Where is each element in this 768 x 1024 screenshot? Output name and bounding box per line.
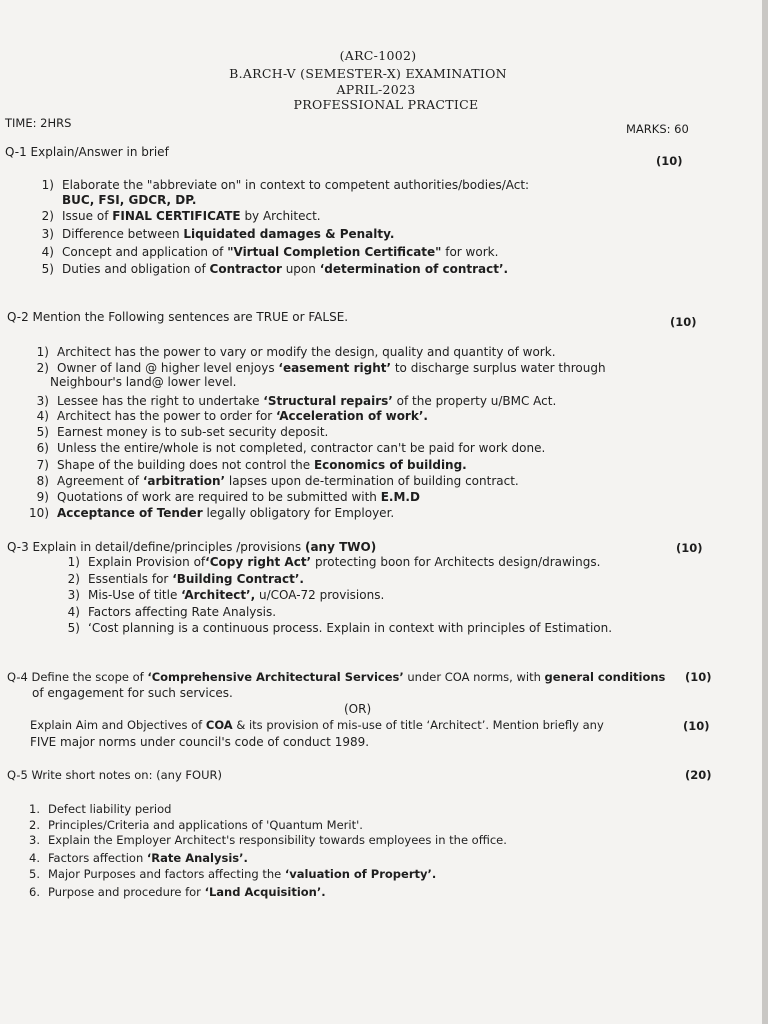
page-edge bbox=[762, 0, 768, 1024]
q4-alternative: Explain Aim and Objectives of COA & its provision of mis-use of title ‘Architect’. Mention briefly any bbox=[30, 718, 604, 732]
q1-item-cont: BUC, FSI, GDCR, DP. bbox=[62, 193, 197, 207]
q1-item: 5) Duties and obligation of Contractor upon ‘determination of contract’. bbox=[41, 262, 509, 276]
exam-title: B.ARCH-V (SEMESTER-X) EXAMINATION bbox=[229, 66, 507, 81]
q1-marks: (10) bbox=[656, 154, 683, 168]
q4-marks: (10) bbox=[685, 670, 712, 684]
q1-title: Q-1 Explain/Answer in brief bbox=[5, 145, 169, 159]
q5-item: 4. Factors affection ‘Rate Analysis’. bbox=[29, 851, 248, 865]
q4-alternative-cont: FIVE major norms under council's code of conduct 1989. bbox=[30, 735, 370, 749]
q4-or: (OR) bbox=[344, 702, 372, 716]
q1-item: 2) Issue of FINAL CERTIFICATE by Architect. bbox=[41, 209, 321, 223]
q1-item: 3) Difference between Liquidated damages & Penalty. bbox=[41, 227, 395, 241]
q3-item: 2) Essentials for ‘Building Contract’. bbox=[67, 572, 304, 586]
q2-item: 9) Quotations of work are required to be submitted with E.M.D bbox=[36, 490, 420, 504]
q2-item: 6) Unless the entire/whole is not completed, contractor can't be paid for work done. bbox=[36, 441, 546, 455]
q2-title: Q-2 Mention the Following sentences are TRUE or FALSE. bbox=[7, 310, 349, 324]
exam-month: APRIL-2023 bbox=[336, 82, 416, 97]
q4-title-cont: of engagement for such services. bbox=[32, 686, 233, 700]
q3-item: 1) Explain Provision of‘Copy right Act’ protecting boon for Architects design/drawings. bbox=[67, 555, 601, 569]
q5-item: 6. Purpose and procedure for ‘Land Acquisition’. bbox=[29, 885, 326, 899]
q2-item: 10) Acceptance of Tender legally obligatory for Employer. bbox=[29, 506, 395, 520]
q2-item: 7) Shape of the building does not control the Economics of building. bbox=[36, 458, 467, 472]
q5-title: Q-5 Write short notes on: (any FOUR) bbox=[7, 768, 222, 782]
q1-item: 4) Concept and application of "Virtual Completion Certificate" for work. bbox=[41, 245, 499, 259]
q2-item: 1) Architect has the power to vary or modify the design, quality and quantity of work. bbox=[36, 345, 556, 359]
q2-item-cont: Neighbour's land@ lower level. bbox=[50, 375, 237, 389]
paper-code: (ARC-1002) bbox=[339, 48, 417, 63]
q2-item: 4) Architect has the power to order for ‘Acceleration of work’. bbox=[36, 409, 428, 423]
q2-item: 8) Agreement of ‘arbitration’ lapses upon de-termination of building contract. bbox=[36, 474, 519, 488]
q3-item: 5) ‘Cost planning is a continuous process. Explain in context with principles of Estimation. bbox=[67, 621, 613, 635]
q2-item: 5) Earnest money is to sub-set security deposit. bbox=[36, 425, 329, 439]
q2-item: 3) Lessee has the right to undertake ‘Structural repairs’ of the property u/BMC Act. bbox=[36, 394, 557, 408]
q5-item: 2. Principles/Criteria and applications of 'Quantum Merit'. bbox=[29, 818, 363, 832]
q5-item: 3. Explain the Employer Architect's responsibility towards employees in the office. bbox=[29, 833, 507, 847]
q4-alt-marks: (10) bbox=[683, 719, 710, 733]
q5-item: 5. Major Purposes and factors affecting the ‘valuation of Property’. bbox=[29, 867, 437, 881]
time-label: TIME: 2HRS bbox=[5, 116, 72, 130]
q3-marks: (10) bbox=[676, 541, 703, 555]
subject-title: PROFESSIONAL PRACTICE bbox=[293, 97, 479, 112]
q1-item: 1) Elaborate the "abbreviate on" in context to competent authorities/bodies/Act: bbox=[41, 178, 530, 192]
q4-title: Q-4 Define the scope of ‘Comprehensive Architectural Services’ under COA norms, with general conditions bbox=[7, 670, 666, 684]
q3-item: 3) Mis-Use of title ‘Architect’, u/COA-72 provisions. bbox=[67, 588, 385, 602]
q3-title: Q-3 Explain in detail/define/principles /provisions (any TWO) bbox=[7, 540, 377, 554]
q3-item: 4) Factors affecting Rate Analysis. bbox=[67, 605, 277, 619]
total-marks: MARKS: 60 bbox=[626, 122, 689, 136]
q5-item: 1. Defect liability period bbox=[29, 802, 172, 816]
q5-marks: (20) bbox=[685, 768, 712, 782]
q2-item: 2) Owner of land @ higher level enjoys ‘easement right’ to discharge surplus water through bbox=[36, 361, 606, 375]
q2-marks: (10) bbox=[670, 315, 697, 329]
